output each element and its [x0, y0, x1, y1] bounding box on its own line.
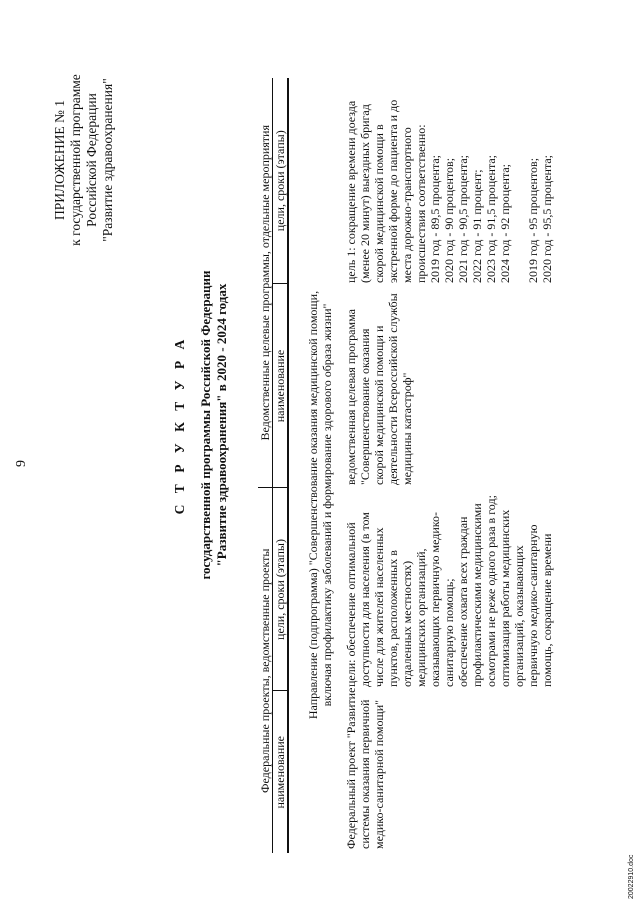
- text-line: санитарную помощь;: [442, 578, 456, 687]
- direction-line: включая профилактику заболеваний и формирование здорового образа жизни": [320, 303, 334, 707]
- text-line: 2020 год - 90 процентов;: [442, 157, 456, 283]
- column-header-goals: цели, сроки (этапы): [273, 78, 289, 284]
- text-line: 2024 год - 92 процента;: [498, 163, 512, 283]
- appendix-line: Российской Федерации: [84, 93, 99, 227]
- title-line: государственной программы Российской Федерации: [198, 270, 213, 580]
- text-line: экстренной форме до пациента и до: [386, 99, 400, 283]
- text-line: первичную медико-санитарную: [526, 524, 540, 687]
- appendix-line: "Развитие здравоохранения": [100, 78, 115, 242]
- text-line: (менее 20 минут) выездных бригад: [358, 104, 372, 283]
- title-structure: С Т Р У К Т У Р А: [172, 335, 187, 515]
- text-line: оптимизация работы медицинских: [498, 509, 512, 687]
- text-line: скорой медицинской помощи в: [372, 124, 386, 283]
- text-line: числе для жителей населенных: [372, 527, 386, 687]
- text-line: медицины катастроф": [400, 372, 414, 485]
- text-line: цель 1: сокращение времени доезда: [344, 100, 358, 283]
- title-line: "Развитие здравоохранения" в 2020 - 2024 годах: [214, 283, 229, 567]
- column-header-name: наименование: [273, 284, 289, 488]
- structure-table: [258, 78, 289, 853]
- text-line: происшествия соответственно:: [414, 124, 428, 283]
- group-header-federal-projects: Федеральные проекты, ведомственные проекты: [258, 488, 273, 853]
- text-line: 2020 год - 95,5 процента;: [540, 154, 554, 283]
- text-line: места дорожно-транспортного: [400, 127, 414, 283]
- text-line: 2021 год - 90,5 процента;: [456, 154, 470, 283]
- text-line: медицинских организаций,: [414, 548, 428, 687]
- text-line: "Совершенствование оказания: [358, 328, 372, 485]
- direction-heading: [306, 225, 334, 785]
- text-line: пунктов, расположенных в: [386, 550, 400, 687]
- footer-file-code: 20022910.doc: [628, 854, 635, 899]
- text-line: 2019 год - 89,5 процента;: [428, 154, 442, 283]
- text-line: отдаленных местностях): [400, 560, 414, 687]
- cell-project-name: [344, 689, 386, 849]
- text-line: 2023 год - 91,5 процента;: [484, 154, 498, 283]
- group-header-departmental-programs: Ведомственные целевые программы, отдельные мероприятия: [258, 78, 273, 488]
- text-line: организаций, оказывающих: [512, 545, 526, 687]
- text-line: системы оказания первичной: [358, 699, 372, 849]
- direction-line: Направление (подпрограмма) "Совершенствование оказания медицинской помощи,: [306, 290, 320, 720]
- text-line: доступности для населения (в том: [358, 512, 372, 687]
- column-header-name: наименование: [273, 691, 289, 853]
- cell-project-goals: [344, 497, 554, 687]
- text-line: деятельности Всероссийской службы: [386, 293, 400, 485]
- text-line: [512, 78, 526, 283]
- text-line: скорой медицинской помощи и: [372, 325, 386, 485]
- text-line: медико-санитарной помощи": [372, 699, 386, 849]
- text-line: обеспечение охвата всех граждан: [456, 516, 470, 687]
- appendix-line: ПРИЛОЖЕНИЕ № 1: [52, 99, 67, 221]
- text-line: Федеральный проект "Развитие: [344, 687, 358, 849]
- text-line: профилактическими медицинскими: [470, 503, 484, 687]
- text-line: осмотрами не реже одного раза в год;: [484, 495, 498, 687]
- appendix-line: к государственной программе: [68, 74, 83, 246]
- text-line: 2019 год - 95 процентов;: [526, 157, 540, 283]
- cell-program-goals: [344, 78, 554, 283]
- text-line: помощь, сокращение времени: [540, 533, 554, 687]
- page-number: 9: [14, 460, 29, 467]
- cell-program-name: [344, 285, 414, 485]
- text-line: 2022 год - 91 процент;: [470, 169, 484, 283]
- appendix-block: [52, 35, 116, 285]
- text-line: оказывающих первичную медико-: [428, 511, 442, 687]
- document-title: [172, 165, 230, 685]
- text-line: ведомственная целевая программа: [344, 309, 358, 485]
- column-header-goals: цели, сроки (этапы): [273, 488, 289, 691]
- text-line: цели: обеспечение оптимальной: [344, 522, 358, 687]
